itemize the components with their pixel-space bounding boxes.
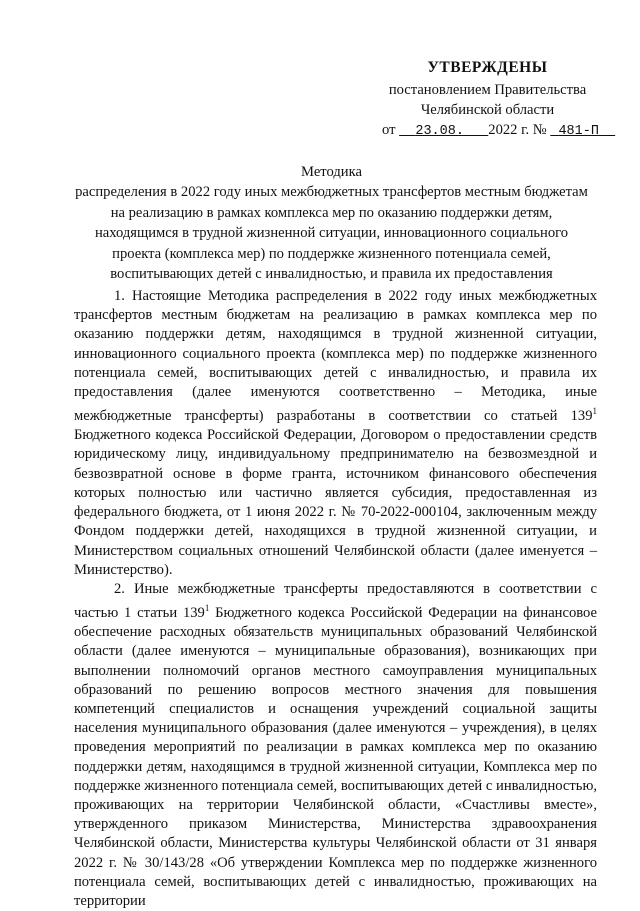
document-body	[74, 287, 597, 911]
paragraph-2	[74, 580, 597, 911]
paragraph-1-sup: 1	[592, 406, 597, 417]
title-text: распределения в 2022 году иных межбюджетных трансфертов местным бюджетам на реализацию в рамках комплекса мер по оказанию поддержки детям, находящимся в трудной жизненной ситуации, инновационного социального проекта (комплекса мер) по поддержке жизненного потенциала семей, воспитывающих детей с инвалидностью, и правила их предоставления	[75, 184, 588, 283]
approval-date-prefix: от	[382, 122, 396, 138]
title-heading: Методика	[301, 164, 362, 180]
approval-stamp	[380, 58, 599, 142]
paragraph-2-text-a: 2. Иные межбюджетные трансферты предоставляются в соответствии с частью 1 статьи 139	[74, 580, 597, 621]
approval-number	[550, 124, 615, 139]
approval-date-line	[382, 120, 599, 142]
paragraph-2-sup: 1	[204, 603, 210, 614]
approval-year: 2022 г. №	[488, 122, 547, 138]
paragraph-1-text-b: Бюджетного кодекса Российской Федерации, Договором о предоставлении средств юридическому лицу, индивидуальному предпринимателю на безвозмездной и безвозвратной основе в форме гранта, источником финансового обеспечения которых полностью или частично является субсидия, предоставленная из федерального бюджета, от 1 июня 2022 г. № 70-2022-000104, заключенным между Фондом поддержки детей, находящихся в трудной жизненной ситуации, и Министерством социальных отношений Челябинской области (далее именуется – Министерство).	[74, 427, 597, 578]
approval-line-1: постановлением Правительства	[388, 82, 587, 98]
document-title	[70, 162, 593, 284]
paragraph-1	[74, 287, 597, 580]
approval-number-value: 481-П	[558, 124, 599, 139]
approval-heading: УТВЕРЖДЕНЫ	[427, 59, 548, 76]
paragraph-1-text-a: 1. Настоящие Методика распределения в 2022 году иных межбюджетных трансфертов местным бюджетам на реализацию в рамках комплекса мер по оказанию поддержки детям, находящимся в трудной жизненной ситуации, инновационного социального проекта (комплекса мер) по поддержке жизненного потенциала семей, воспитывающих детей с инвалидностью, и правила их предоставления (далее именуются соответственно – Методика, иные межбюджетные трансферты) разработаны в соответствии со статьей 139	[74, 288, 597, 425]
approval-date	[399, 124, 488, 139]
paragraph-2-text-b: Бюджетного кодекса Российской Федерации на финансовое обеспечение расходных обязательств муниципальных образований Челябинской области (далее именуются – муниципальные образования), возникающих при выполнении полномочий органов местного самоуправления муниципальных образований по решению вопросов местного значения для повышения компетенций специалистов и оснащения учреждений социальной защиты населения муниципального образования (далее именуются – учреждения), в целях проведения мероприятий по реализации в рамках комплекса мер по оказанию поддержки детям, находящимся в трудной жизненной ситуации, Комплекса мер по поддержке жизненного потенциала семей, воспитывающих детей с инвалидностью, проживающих на территории Челябинской области, «Счастливы вместе», утвержденного приказом Министерства, Министерства здравоохранения Челябинской области, Министерства культуры Челябинской области от 31 января 2022 г. № 30/143/28 «Об утверждении Комплекса мер по поддержке жизненного потенциала семей, воспитывающих детей с инвалидностью, проживающих на территории	[74, 604, 597, 910]
approval-line-2: Челябинской области	[420, 102, 555, 118]
approval-date-value: 23.08.	[415, 124, 464, 139]
